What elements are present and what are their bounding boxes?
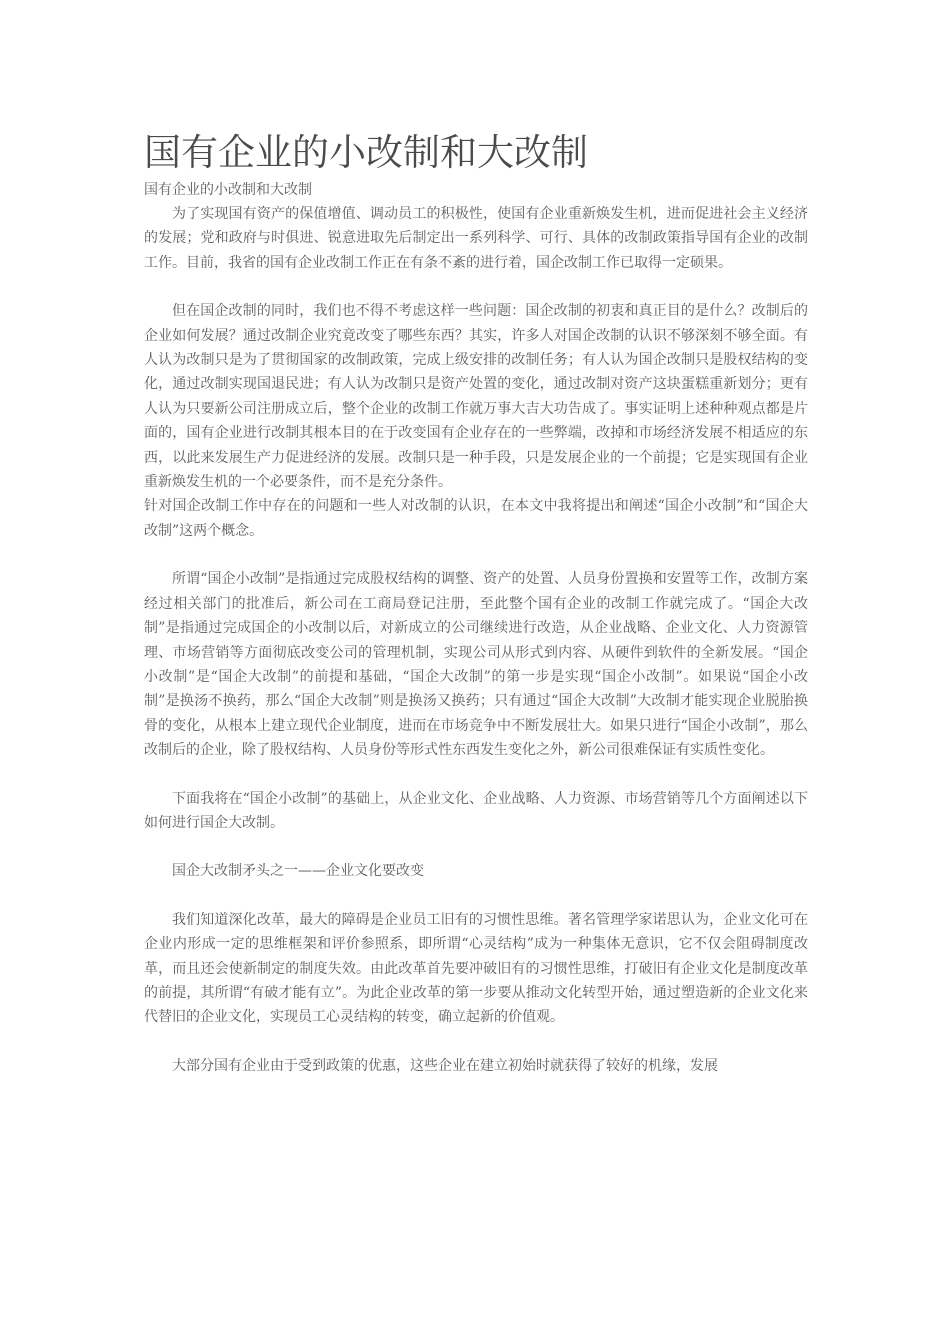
- paragraph-gap: [144, 763, 808, 787]
- document-title: 国有企业的小改制和大改制: [144, 131, 588, 174]
- paragraph-state-enterprises: 大部分国有企业由于受到政策的优惠，这些企业在建立初始时就获得了较好的机缘，发展: [172, 1057, 718, 1074]
- paragraph-gap: [144, 275, 808, 299]
- paragraph-gap: [144, 835, 808, 859]
- paragraph-gap: [144, 543, 808, 567]
- paragraph-definitions: 所谓“国企小改制”是指通过完成股权结构的调整、资产的处置、人员身份置换和安置等工作，改制方案经过相关部门的批准后，新公司在工商局登记注册，至此整个国有企业的改制工作就完成了。“国企大改制”是指通过完成国企的小改制以后，对新成立的公司继续进行改造，从企业战略、企业文化、人力资源管理、市场营销等方面彻底改变公司的管理机制，实现公司从形式到内容、从硬件到软件的全新发展。“国企小改制”是“国企大改制”的前提和基础，“国企大改制”的第一步是实现“国企小改制”。如果说“国企小改制”是换汤不换药，那么“国企大改制”则是换汤又换药；只有通过“国企大改制”大改制才能实现企业脱胎换骨的变化，从根本上建立现代企业制度，进而在市场竞争中不断发展壮大。如果只进行“国企小改制”，那么改制后的企业，除了股权结构、人员身份等形式性东西发生变化之外，新公司很难保证有实质性变化。: [144, 571, 808, 759]
- paragraph-culture: 我们知道深化改革，最大的障碍是企业员工旧有的习惯性思维。著名管理学家诺思认为，企业文化可在企业内形成一定的思维框架和评价参照系，即所谓“心灵结构”成为一种集体无意识，它不仅会阻碍制度改革，而且还会使新制定的制度失效。由此改革首先要冲破旧有的习惯性思维，打破旧有企业文化是制度改革的前提，其所谓“有破才能有立”。为此企业改革的第一步要从推动文化转型开始，通过塑造新的企业文化来代替旧的企业文化，实现员工心灵结构的转变，确立起新的价值观。: [144, 911, 808, 1026]
- paragraph-intro: 为了实现国有资产的保值增值、调动员工的积极性，使国有企业重新焕发生机，进而促进社会主义经济的发展；党和政府与时俱进、锐意进取先后制定出一系列科学、可行、具体的改制政策指导国有企业的改制工作。目前，我省的国有企业改制工作正在有条不紊的进行着，国企改制工作已取得一定硕果。: [144, 206, 808, 271]
- paragraph-gap: [144, 1030, 808, 1054]
- document-subtitle: 国有企业的小改制和大改制: [144, 182, 312, 198]
- paragraph-questions: 但在国企改制的同时，我们也不得不考虑这样一些问题：国企改制的初衷和真正目的是什么？改制后的企业如何发展？通过改制企业究竟改变了哪些东西？其实，许多人对国企改制的认识不够深刻不够全面。有人认为改制只是为了贯彻国家的改制政策，完成上级安排的改制任务；有人认为国企改制只是股权结构的变化，通过改制实现国退民进；有人认为改制只是资产处置的变化，通过改制对资产这块蛋糕重新划分；更有人认为只要新公司注册成立后，整个企业的改制工作就万事大吉大功告成了。事实证明上述种种观点都是片面的，国有企业进行改制其根本目的在于改变国有企业存在的一些弊端，改掉和市场经济发展不相适应的东西，以此来发展生产力促进经济的发展。改制只是一种手段，只是发展企业的一个前提；它是实现国有企业重新焕发生机的一个必要条件，而不是充分条件。: [144, 303, 808, 491]
- paragraph-outline: 下面我将在“国企小改制”的基础上，从企业文化、企业战略、人力资源、市场营销等几个方面阐述以下如何进行国企大改制。: [144, 790, 808, 831]
- paragraph-concepts: 针对国企改制工作中存在的问题和一些人对改制的认识，在本文中我将提出和阐述“国企小改制”和“国企大改制”这两个概念。: [144, 498, 808, 539]
- section-heading-culture: 国企大改制矛头之一——企业文化要改变: [172, 863, 424, 880]
- document-page: [144, 128, 808, 1078]
- paragraph-gap: [144, 884, 808, 908]
